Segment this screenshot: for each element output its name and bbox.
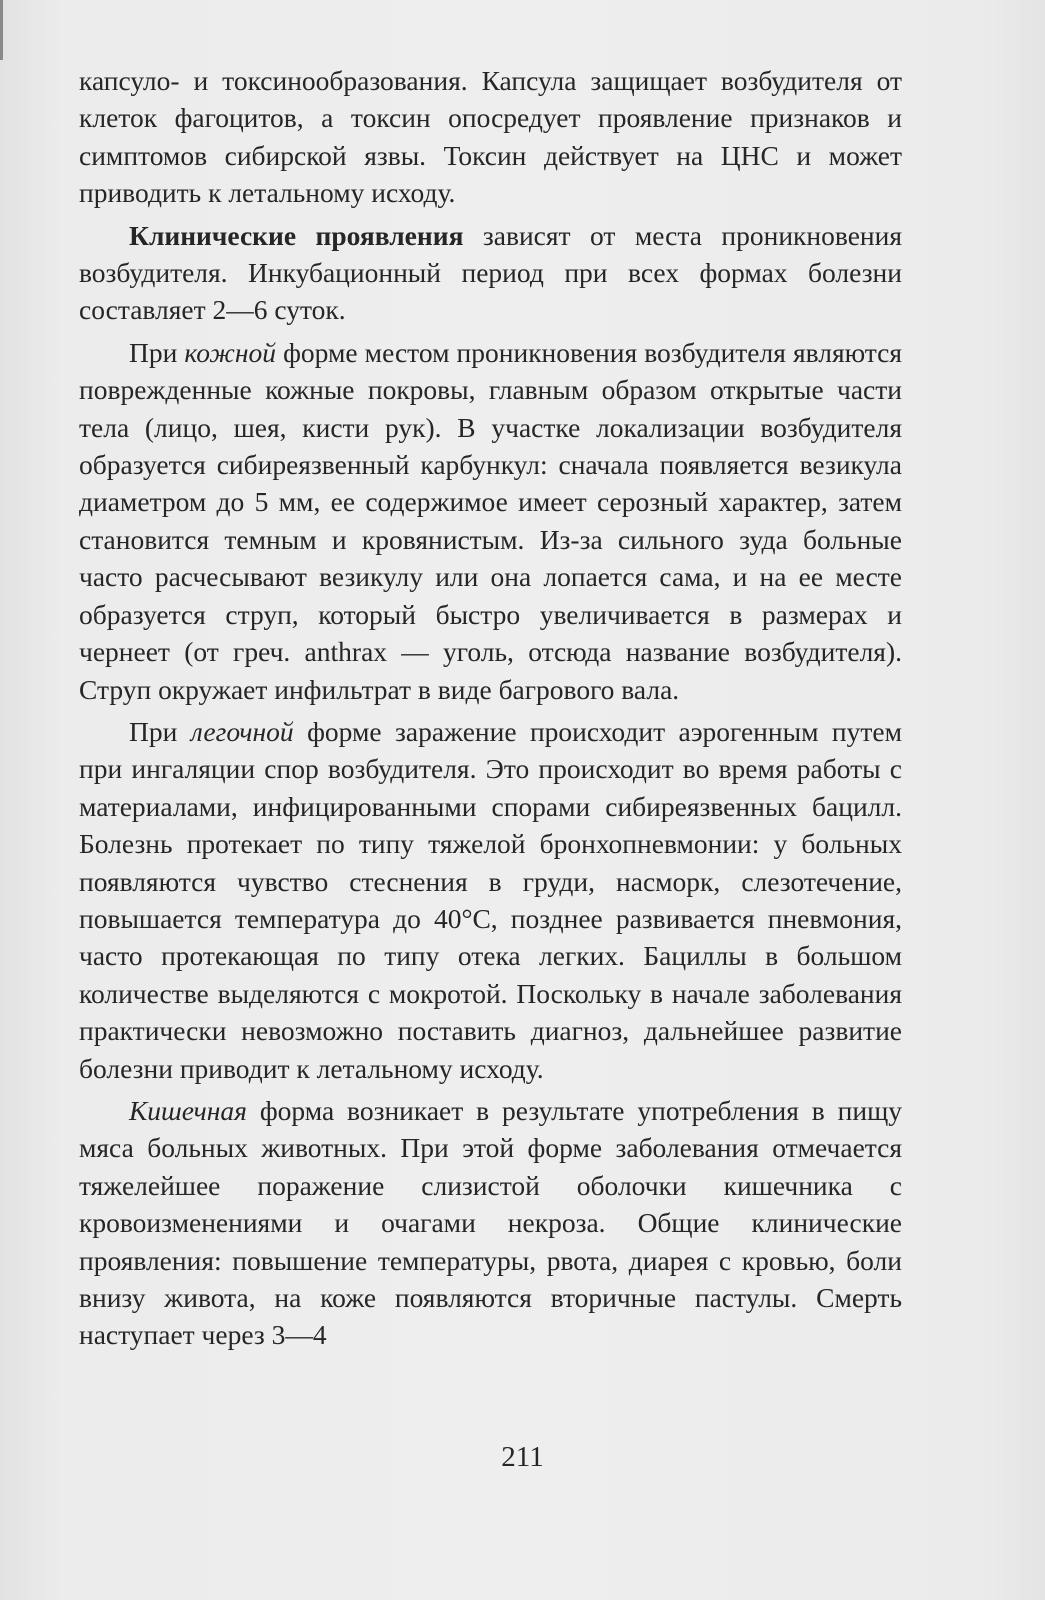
paragraph xyxy=(79,62,902,212)
text-run: форме заражение происходит аэрогенным путем при ингаляции спор возбудителя. Это происходит во время работы с материалами, инфицированными спорами сибиреязвенных бацилл. Болезнь протекает по типу тяжелой бронхопневмонии: у больных появляются чувство стеснения в груди, насморк, слезотечение, повышается температура до 40°С, позднее развивается пневмония, часто протекающая по типу отека легких. Бациллы в большом количестве выделяются с мокротой. Поскольку в начале заболевания практически невозможно поставить диагноз, дальнейшее развитие болезни приводит к летальному исходу. xyxy=(79,715,902,1084)
text-run: капсуло- и токсинообразования. Капсула защищает возбудителя от клеток фагоцитов, а токсин опосредует проявление признаков и симптомов сибирской язвы. Токсин действует на ЦНС и может приводить к летальному исходу. xyxy=(79,65,902,209)
text-run: форме местом проникновения возбудителя являются поврежденные кожные покровы, главным образом открытые части тела (лицо, шея, кисти рук). В участке локализации возбудителя образуется сибиреязвенный карбункул: сначала появляется везикула диаметром до 5 мм, ее содержимое имеет серозный характер, затем становится темным и кровянистым. Из-за сильного зуда больные часто расчесывают везикулу или она лопается сама, и на ее месте образуется струп, который быстро увеличивается в размерах и чернеет (от греч. anthrax — уголь, отсюда название возбудителя). Струп окружает инфильтрат в виде багрового вала. xyxy=(79,336,902,705)
text-run: форма возникает в результате употребления в пищу мяса больных животных. При этой форме заболевания отмечается тяжелейшее поражение слизистой оболочки кишечника с кровоизменениями и очагами некроза. Общие клинические проявления: повышение температуры, рвота, диарея с кровью, боли внизу живота, на коже появляются вторичные пастулы. Смерть наступает через 3—4 xyxy=(79,1094,902,1351)
paragraph xyxy=(79,713,902,1087)
text-run: зависят от места проникновения возбудителя. Инкубационный период при всех формах болезни составляет 2—6 суток. xyxy=(79,219,902,326)
page-number: 211 xyxy=(501,1441,544,1473)
text-run: При xyxy=(129,336,185,368)
scan-edge-mark xyxy=(0,0,3,60)
text-run: При xyxy=(129,715,191,747)
paragraph xyxy=(79,217,902,329)
bold-term: Клинические проявления xyxy=(129,219,464,251)
paragraph xyxy=(79,1092,902,1354)
italic-term: легочной xyxy=(190,715,294,747)
body-text xyxy=(79,62,902,1359)
italic-term: Кишечная xyxy=(129,1094,247,1126)
paragraph xyxy=(79,334,902,708)
italic-term: кожной xyxy=(184,336,277,368)
